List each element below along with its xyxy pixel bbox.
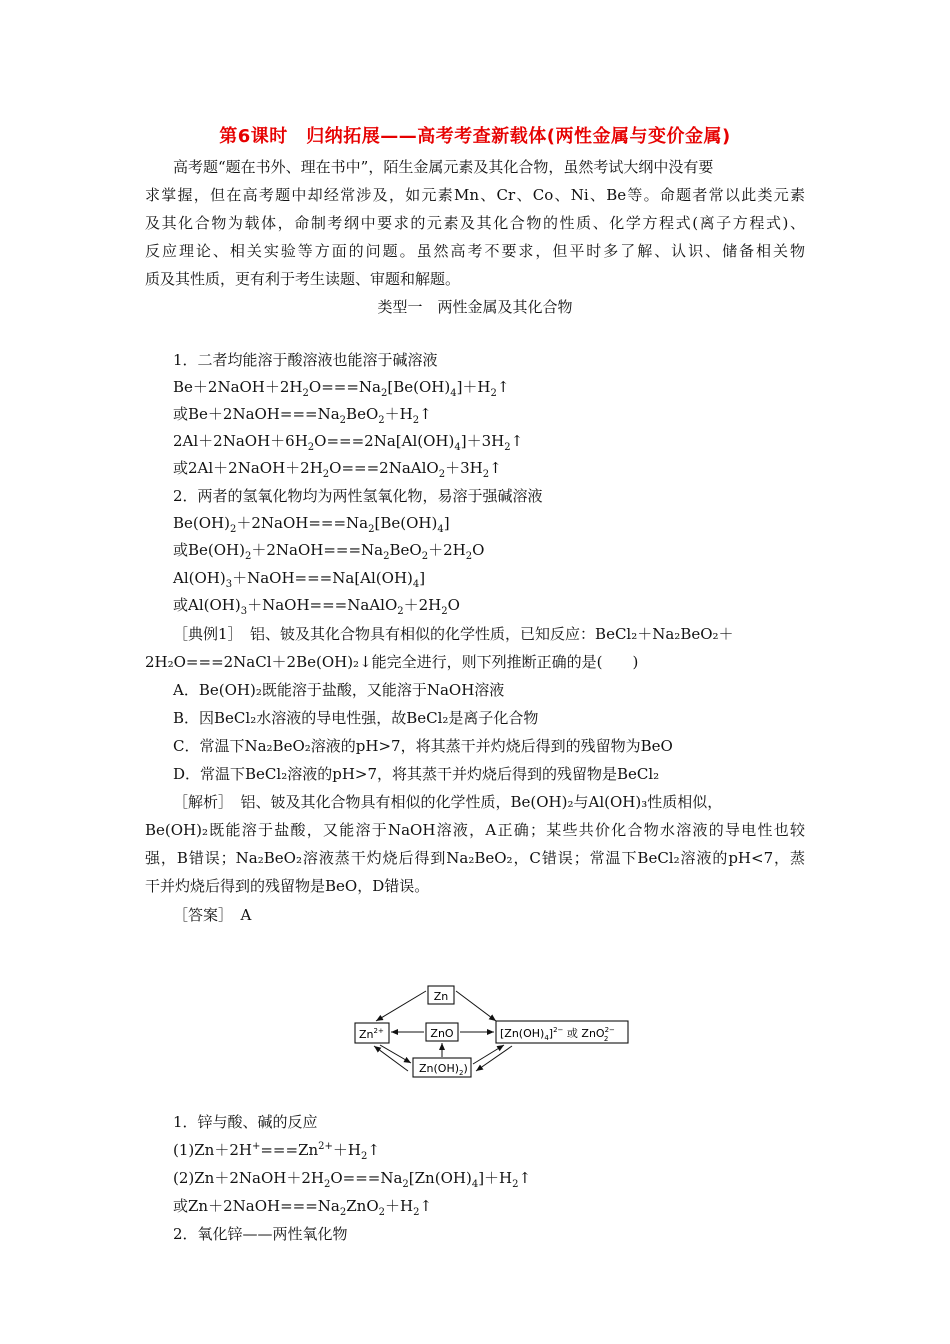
equation-zn-naoh-1: $(2)Zn+2NaOH+2H_2O===Na_2[Zn(OH)_4]+H_2↑$	[173, 1169, 532, 1190]
analysis-line-4: 干并灼烧后得到的残留物是BeO，D错误。	[145, 877, 430, 895]
equation-be-naoh-2: 或$Be+2NaOH===Na_2BeO_2+H_2↑$	[173, 405, 432, 426]
intro-line-5: 质及其性质，更有利于考生读题、审题和解题。	[145, 270, 461, 288]
example-option-a: A．Be(OH)₂既能溶于盐酸，又能溶于NaOH溶液	[173, 681, 505, 699]
equation-aloh3-1: $Al(OH)_3+NaOH===Na[Al(OH)_4]$	[173, 569, 426, 590]
equation-aloh3-2: 或$Al(OH)_3+NaOH===NaAlO_2+2H_2O$	[173, 596, 460, 617]
example-option-b: B．因BeCl₂水溶液的导电性强，故BeCl₂是离子化合物	[173, 709, 539, 727]
example-stem-2: 2H₂O===2NaCl＋2Be(OH)₂↓能完全进行，则下列推断正确的是( )	[145, 653, 639, 671]
answer-line: ［答案］ A	[173, 906, 252, 924]
equation-zn-naoh-2: 或$Zn+2NaOH===Na_2ZnO_2+H_2↑$	[173, 1197, 433, 1218]
intro-line-2: 求掌握，但在高考题中却经常涉及，如元素Mn、Cr、Co、Ni、Be等。命题者常以此类元素	[145, 186, 805, 204]
lesson-title: 第6课时 归纳拓展——高考考查新载体(两性金属与变价金属)	[219, 126, 731, 147]
equation-be-naoh-1: $Be+2NaOH+2H_2O===Na_2[Be(OH)_4]+H_2↑$	[173, 378, 510, 399]
equation-zn-acid: $(1)Zn+2H^+===Zn^{2+}+H_2↑$	[173, 1141, 380, 1162]
sec1-heading-1: 1．二者均能溶于酸溶液也能溶于碱溶液	[173, 351, 438, 369]
zn2-label: $Zn^{2+}$	[359, 1027, 384, 1041]
intro-line-3: 及其化合物为载体，命制考纲中要求的元素及其化合物的性质、化学方程式(离子方程式)、	[145, 214, 805, 232]
znoh2-label: $Zn(OH)_2$)	[419, 1062, 468, 1077]
analysis-line-1: ［解析］ 铝、铍及其化合物具有相似的化学性质，Be(OH)₂与Al(OH)₃性质相似，	[173, 793, 723, 811]
equation-al-naoh-2: 或$2Al+2NaOH+2H_2O===2NaAlO_2+3H_2↑$	[173, 459, 502, 480]
analysis-line-2: Be(OH)₂既能溶于盐酸，又能溶于NaOH溶液，A正确；某些共价化合物水溶液的导电性也较	[145, 821, 805, 839]
example-stem-1: ［典例1］ 铝、铍及其化合物具有相似的化学性质，已知反应：BeCl₂＋Na₂BeO₂＋	[173, 625, 734, 643]
zno-label: ZnO	[430, 1027, 454, 1040]
equation-beoh2-2: 或$Be(OH)_2+2NaOH===Na_2BeO_2+2H_2O$	[173, 541, 485, 562]
example-option-c: C．常温下Na₂BeO₂溶液的pH>7，将其蒸干并灼烧后得到的残留物为BeO	[173, 737, 673, 755]
sec1-heading-2: 2．两者的氢氧化物均为两性氢氧化物，易溶于强碱溶液	[173, 487, 543, 505]
sec2-heading-2: 2．氧化锌——两性氧化物	[173, 1225, 348, 1243]
intro-line-1: 高考题“题在书外、理在书中”，陌生金属元素及其化合物，虽然考试大纲中没有要	[173, 158, 714, 176]
analysis-line-3: 强，B错误；Na₂BeO₂溶液蒸干灼烧后得到Na₂BeO₂，C错误；常温下BeCl₂溶液的pH<7，蒸	[145, 849, 805, 867]
intro-line-4: 反应理论、相关实验等方面的问题。虽然高考不要求，但平时多了解、认识、储备相关物	[145, 242, 805, 260]
example-option-d: D．常温下BeCl₂溶液的pH>7，将其蒸干并灼烧后得到的残留物是BeCl₂	[173, 765, 660, 783]
complex-label: $[Zn(OH)_4]^{2-}$ 或 ZnO$^{2-}$ 2	[500, 1026, 615, 1043]
type1-heading: 类型一 两性金属及其化合物	[377, 298, 573, 316]
sec2-heading-1: 1．锌与酸、碱的反应	[173, 1113, 318, 1131]
zinc-relation-diagram	[350, 982, 640, 1080]
equation-beoh2-1: $Be(OH)_2+2NaOH===Na_2[Be(OH)_4]$	[173, 514, 450, 535]
equation-al-naoh-1: $2Al+2NaOH+6H_2O===2Na[Al(OH)_4]+3H_2↑$	[173, 432, 524, 453]
zn-label: Zn	[433, 990, 449, 1003]
